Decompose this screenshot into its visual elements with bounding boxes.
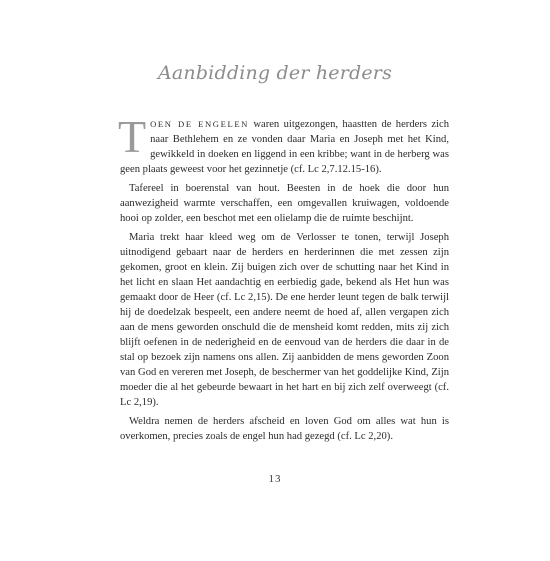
chapter-title: Aanbidding der herders: [157, 62, 393, 84]
paragraph-4: Weldra nemen de herders afscheid en loven God om alles wat hun is overkomen, precies zoals de engel hun had gezegd (cf. Lc 2,20).: [120, 416, 449, 442]
page-number: 13: [268, 473, 282, 485]
paragraph-3: Maria trekt haar kleed weg om de Verlosser te tonen, terwijl Joseph uitnodigend gebaart naar de herders en herderinnen die met zessen zijn gekomen, groot en klein. Zij buigen zich over de schutting naar het Kind in het licht en slaan Het aandachtig en eerbiedig gade, bekend als Het hun was gemaakt door de Heer (cf. Lc 2,15). De ene herder leunt tegen de balk terwijl hij de doedelzak bespeelt, een andere neemt de hoed af, allen vergapen zich aan de mens geworden onschuld die de mensheid komt redden, mits zij zich blijft oefenen in de nederigheid en de eenvoud van de herders die daar in de stal op bezoek zijn namens ons allen. Zij aanbidden de mens geworden Zoon van God en vereren met Joseph, de beschermer van het goddelijke Kind, Zijn moeder die al het gebeurde bewaart in het hart en bij zich zelf overweegt (cf. Lc 2,19).: [120, 232, 449, 408]
body-text: [118, 111, 449, 448]
lead-in-smallcaps: OEN DE ENGELEN: [150, 119, 249, 129]
drop-cap: T: [118, 111, 147, 162]
paragraph-2: Tafereel in boerenstal van hout. Beesten in de hoek die door hun aanwezigheid warmte verschaffen, een omgevallen kruiwagen, voldoende hooi op zolder, een beschot met een olielamp die de ruimte beschijnt.: [120, 183, 449, 224]
paragraph-1: [118, 111, 449, 177]
paragraph-1-text: waren uitgezongen, haastten de herders zich naar Bethlehem en ze vonden daar Maria en Joseph met het Kind, gewikkeld in doeken en liggend in een kribbe; want in de herberg was geen plaats geweest voor het gezinnetje (cf. Lc 2,7.12.15-16).: [120, 119, 449, 175]
